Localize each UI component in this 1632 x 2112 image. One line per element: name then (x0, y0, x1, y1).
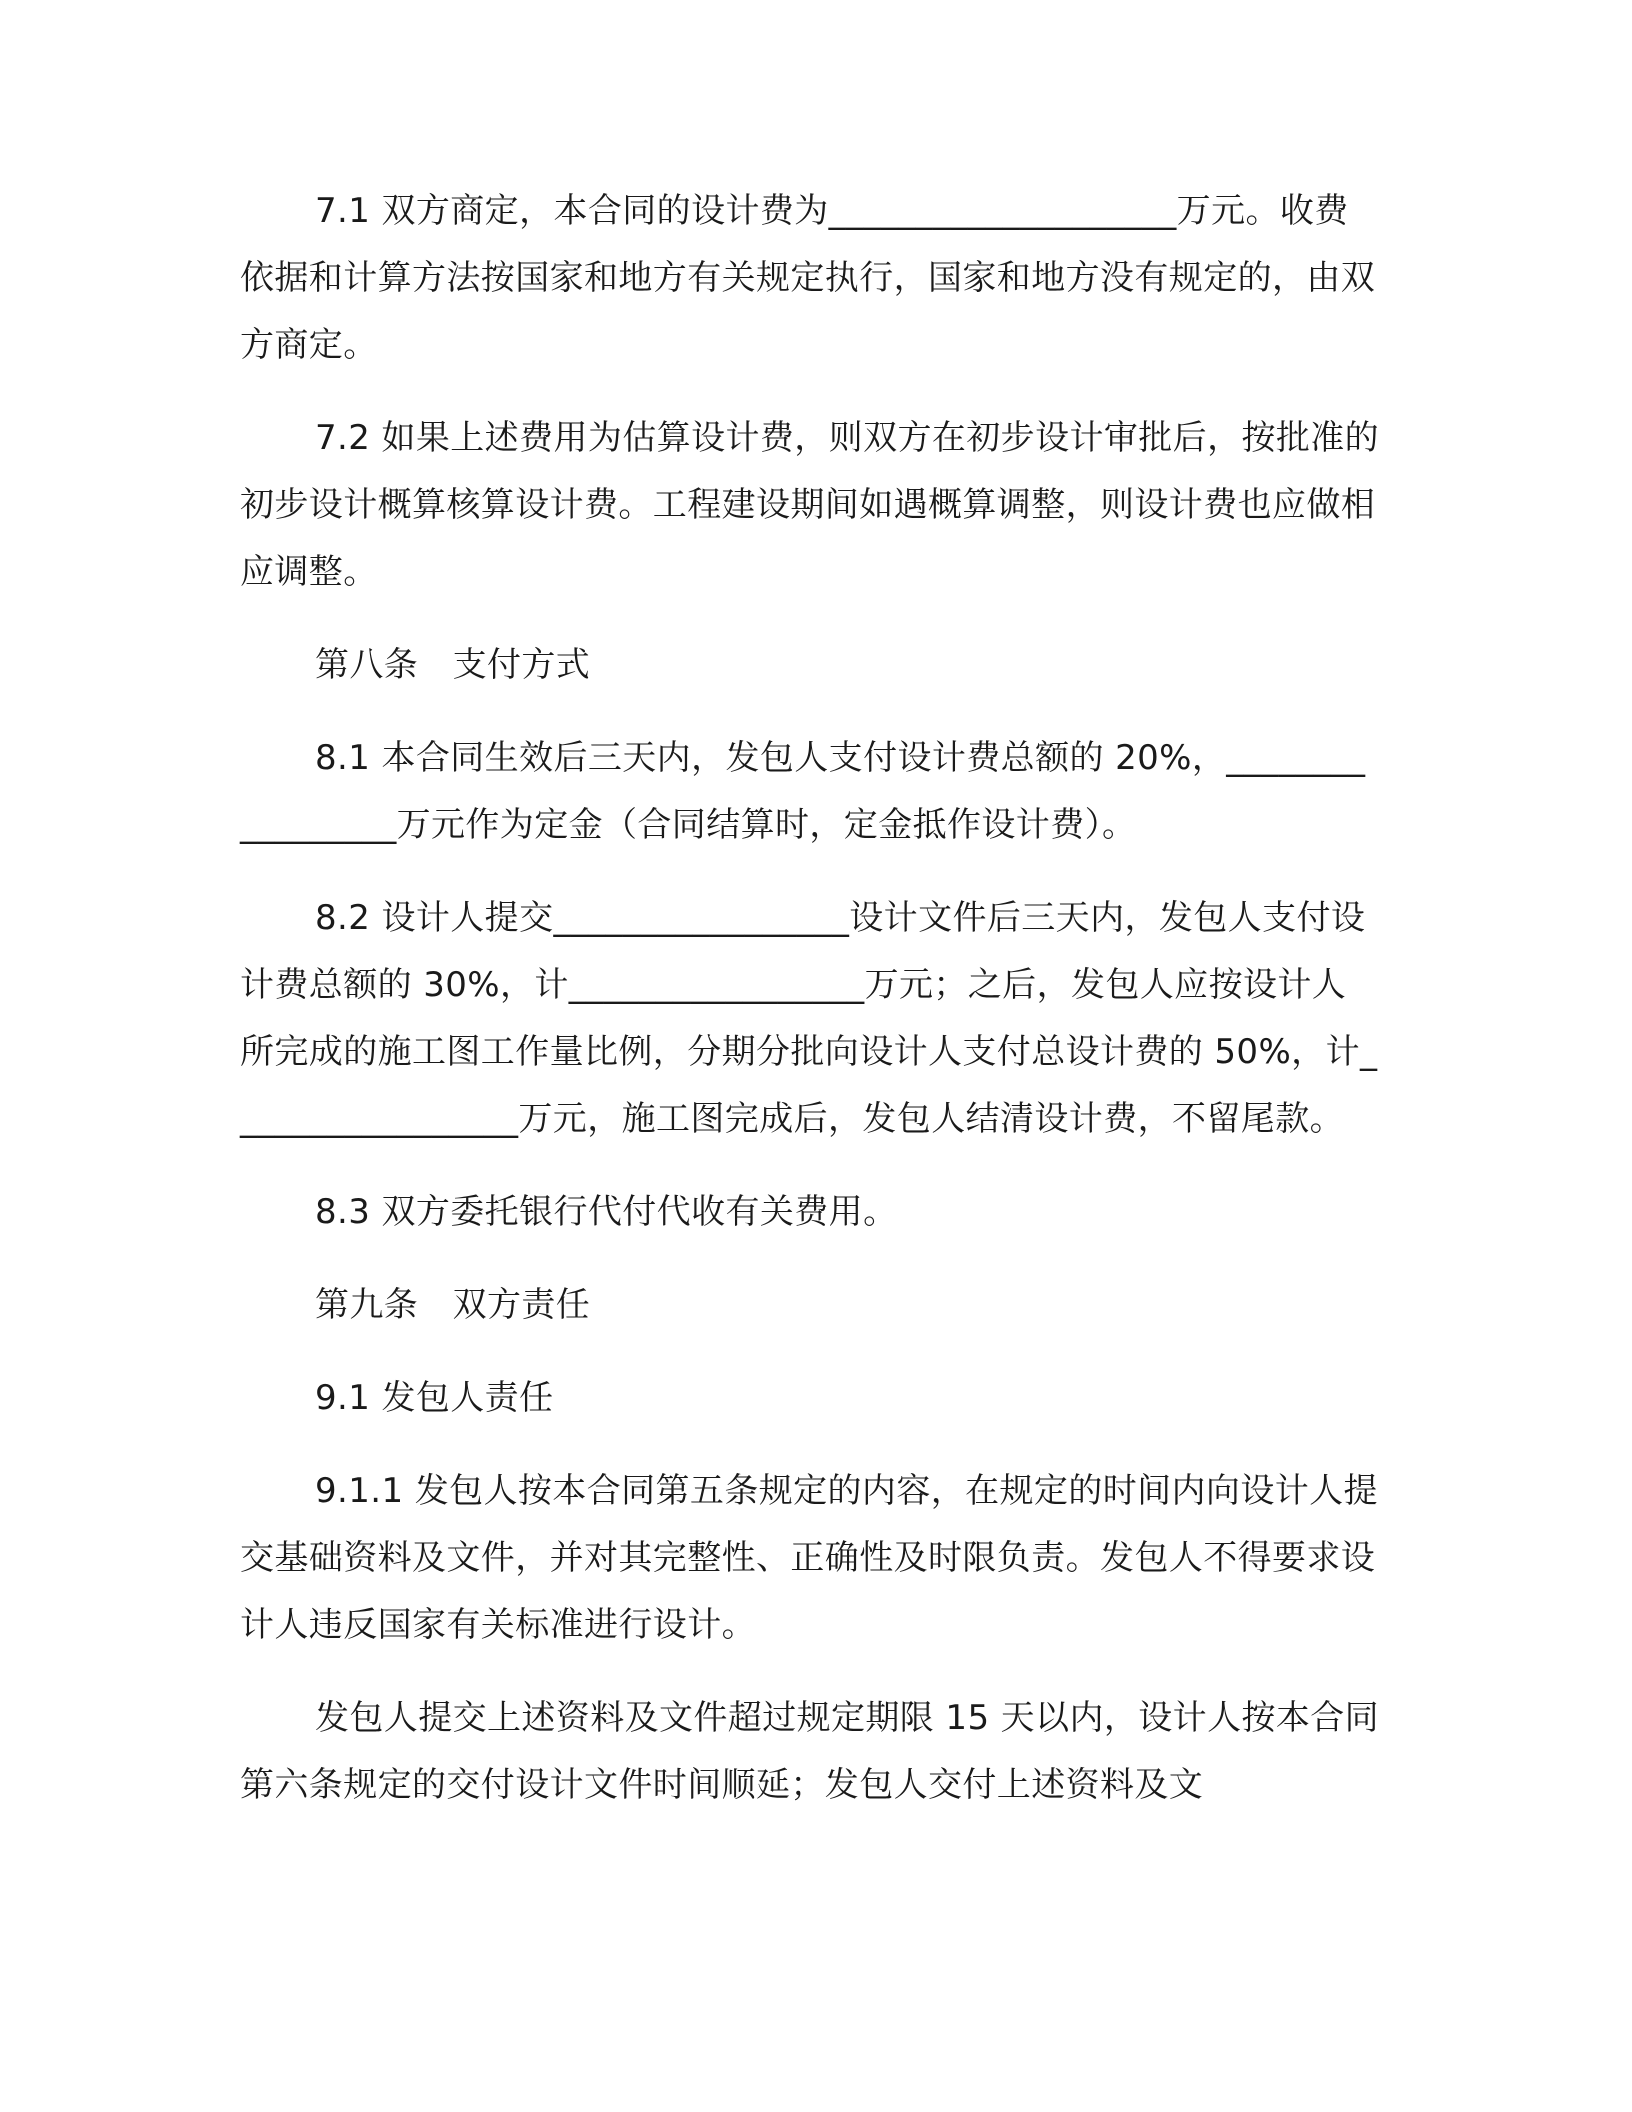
paragraph-8-3: 8.3 双方委托银行代付代收有关费用。 (315, 1192, 898, 1232)
article-9-heading: 第九条 双方责任 (315, 1285, 591, 1325)
paragraph-9-1-1: 9.1.1 发包人按本合同第五条规定的内容，在规定的时间内向设计人提交基础资料及文件，并对其完整性、正确性及时限负责。发包人不得要求设计人违反国家有关标准进行设计。 (240, 1471, 1378, 1645)
document-body (240, 178, 1380, 1819)
paragraph-delay-clause: 发包人提交上述资料及文件超过规定期限 15 天以内，设计人按本合同第六条规定的交付设计文件时间顺延；发包人交付上述资料及文 (240, 1698, 1380, 1805)
paragraph-9-1: 9.1 发包人责任 (315, 1378, 554, 1418)
paragraph-7-1: 7.1 双方商定，本合同的设计费为____________________万元。收费依据和计算方法按国家和地方有关规定执行，国家和地方没有规定的，由双方商定。 (240, 191, 1376, 365)
article-8-heading: 第八条 支付方式 (315, 645, 591, 685)
paragraph-8-1: 8.1 本合同生效后三天内，发包人支付设计费总额的 20%，_________________万元作为定金（合同结算时，定金抵作设计费）。 (240, 738, 1366, 845)
paragraph-7-2: 7.2 如果上述费用为估算设计费，则双方在初步设计审批后，按批准的初步设计概算核算设计费。工程建设期间如遇概算调整，则设计费也应做相应调整。 (240, 418, 1380, 592)
paragraph-8-2: 8.2 设计人提交_________________设计文件后三天内，发包人支付设计费总额的 30%，计_________________万元；之后，发包人应按设计人所完成的施工图工作量比例，分期分批向设计人支付总设计费的 50%，计_________________万元，施工图完成后，发包人结清设计费，不留尾款。 (240, 898, 1378, 1139)
